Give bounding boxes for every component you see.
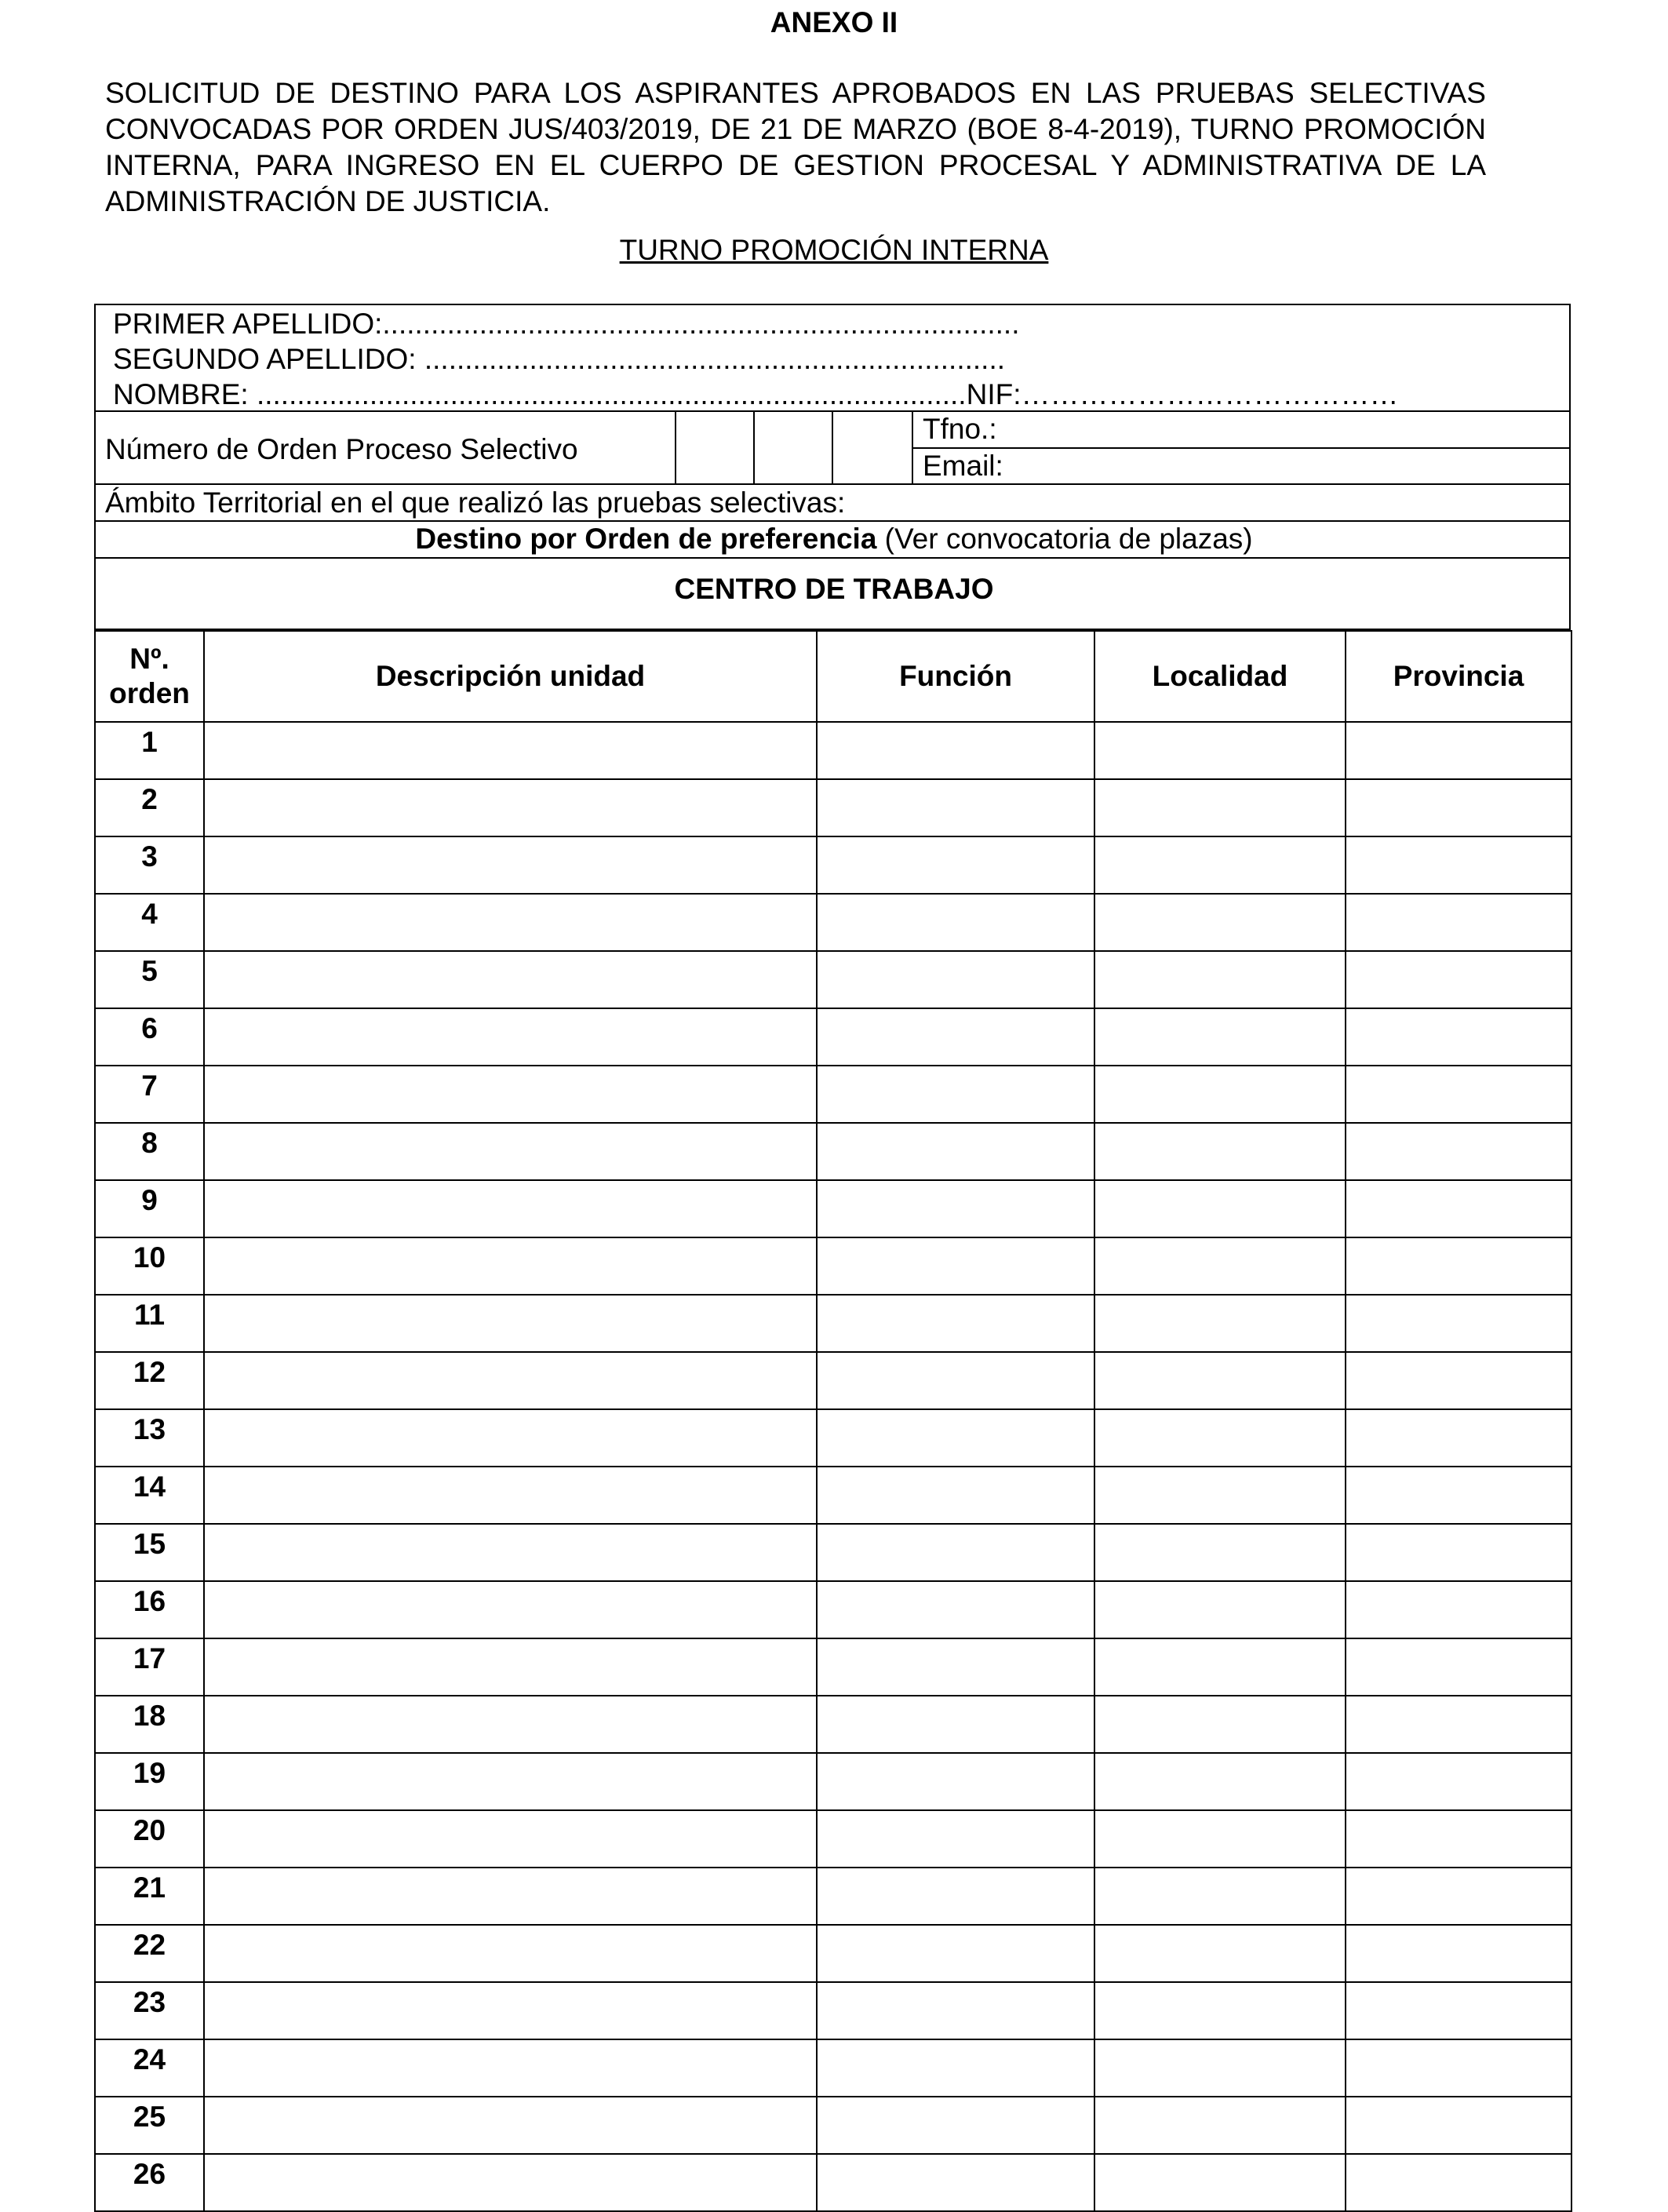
row-number: 24 [95,2039,204,2097]
descripcion-cell[interactable] [204,1696,817,1753]
descripcion-cell[interactable] [204,2154,817,2211]
provincia-cell[interactable] [1346,951,1571,1008]
provincia-cell[interactable] [1346,1810,1571,1868]
localidad-cell[interactable] [1094,1581,1346,1638]
descripcion-cell[interactable] [204,1123,817,1180]
descripcion-cell[interactable] [204,1638,817,1696]
table-row [95,836,1571,894]
table-row [95,1524,1571,1581]
primer-apellido-label: PRIMER APELLIDO: [113,308,383,340]
provincia-cell[interactable] [1346,2039,1571,2097]
provincia-cell[interactable] [1346,836,1571,894]
funcion-cell[interactable] [817,1638,1094,1696]
provincia-cell[interactable] [1346,1868,1571,1925]
provincia-cell[interactable] [1346,1581,1571,1638]
provincia-cell[interactable] [1346,1237,1571,1295]
descripcion-cell[interactable] [204,1237,817,1295]
row-number: 3 [95,836,204,894]
funcion-cell[interactable] [817,1925,1094,1982]
provincia-cell[interactable] [1346,1638,1571,1696]
nif-dots: ………………………………… [1021,378,1399,410]
funcion-cell[interactable] [817,1352,1094,1409]
descripcion-cell[interactable] [204,1524,817,1581]
descripcion-cell[interactable] [204,1982,817,2039]
table-row [95,1638,1571,1696]
localidad-cell[interactable] [1094,1123,1346,1180]
segundo-apellido-field[interactable] [113,343,1005,376]
funcion-cell[interactable] [817,1982,1094,2039]
localidad-cell[interactable] [1094,1467,1346,1524]
row-number: 8 [95,1123,204,1180]
descripcion-cell[interactable] [204,1581,817,1638]
descripcion-cell[interactable] [204,1180,817,1237]
divider-line [94,483,1571,485]
divider-line [94,557,1571,559]
provincia-cell[interactable] [1346,722,1571,779]
primer-apellido-dots: ............................................................................... [382,308,1020,340]
localidad-cell[interactable] [1094,1524,1346,1581]
nombre-label: NOMBRE: [113,378,257,410]
row-number: 23 [95,1982,204,2039]
provincia-cell[interactable] [1346,1524,1571,1581]
primer-apellido-field[interactable] [113,308,1020,341]
provincia-cell[interactable] [1346,2154,1571,2211]
descripcion-cell[interactable] [204,836,817,894]
funcion-cell[interactable] [817,1066,1094,1123]
destino-note: (Ver convocatoria de plazas) [876,523,1253,555]
header-num-line2: orden [109,677,190,709]
table-row [95,894,1571,951]
localidad-cell[interactable] [1094,1696,1346,1753]
descripcion-cell[interactable] [204,1409,817,1467]
row-number: 18 [95,1696,204,1753]
localidad-cell[interactable] [1094,2039,1346,2097]
table-row [95,2097,1571,2154]
nombre-field[interactable] [113,378,1398,411]
nif-label: NIF: [966,378,1022,410]
destino-heading [0,523,1668,556]
localidad-cell[interactable] [1094,1638,1346,1696]
descripcion-cell[interactable] [204,722,817,779]
descripcion-cell[interactable] [204,894,817,951]
descripcion-cell[interactable] [204,1925,817,1982]
provincia-cell[interactable] [1346,1066,1571,1123]
row-number: 19 [95,1753,204,1810]
descripcion-cell[interactable] [204,1753,817,1810]
row-number: 16 [95,1581,204,1638]
intro-paragraph: SOLICITUD DE DESTINO PARA LOS ASPIRANTES APROBADOS EN LAS PRUEBAS SELECTIVAS CONVOCADAS POR ORDEN JUS/403/2019, DE 21 DE MARZO (BOE 8-4-2019), TURNO PROMOCIÓN INTERNA, PARA INGRESO EN EL CUERPO DE GESTION PROCESAL Y ADMINISTRATIVA DE LA ADMINISTRACIÓN DE JUSTICIA. [105,77,1486,217]
funcion-cell[interactable] [817,1180,1094,1237]
divider-line [913,447,1571,449]
segundo-apellido-label: SEGUNDO APELLIDO: [113,343,424,375]
descripcion-cell[interactable] [204,1868,817,1925]
table-row [95,1467,1571,1524]
header-funcion: Función [817,631,1094,722]
provincia-cell[interactable] [1346,1753,1571,1810]
descripcion-cell[interactable] [204,1467,817,1524]
table-row [95,722,1571,779]
row-number: 26 [95,2154,204,2211]
localidad-cell[interactable] [1094,836,1346,894]
localidad-cell[interactable] [1094,1810,1346,1868]
funcion-cell[interactable] [817,1467,1094,1524]
ambito-field[interactable]: Ámbito Territorial en el que realizó las pruebas selectivas: [105,486,846,519]
descripcion-cell[interactable] [204,1810,817,1868]
funcion-cell[interactable] [817,1581,1094,1638]
row-number: 4 [95,894,204,951]
table-row [95,1982,1571,2039]
table-row [95,1753,1571,1810]
numero-orden-box-3[interactable] [833,410,913,483]
row-number: 14 [95,1467,204,1524]
destino-bold-label: Destino por Orden de preferencia [415,523,877,555]
numero-orden-box-2[interactable] [755,410,833,483]
provincia-cell[interactable] [1346,894,1571,951]
row-number: 25 [95,2097,204,2154]
table-row [95,1008,1571,1066]
destinos-table [94,630,1572,2212]
table-row [95,1352,1571,1409]
numero-orden-label: Número de Orden Proceso Selectivo [105,433,578,465]
row-number: 5 [95,951,204,1008]
header-num-line1: Nº. [129,643,169,675]
funcion-cell[interactable] [817,1123,1094,1180]
funcion-cell[interactable] [817,1237,1094,1295]
centro-trabajo-heading: CENTRO DE TRABAJO [674,573,994,605]
row-number: 15 [95,1524,204,1581]
localidad-cell[interactable] [1094,2154,1346,2211]
row-number: 13 [95,1409,204,1467]
localidad-cell[interactable] [1094,1982,1346,2039]
localidad-cell[interactable] [1094,779,1346,836]
provincia-cell[interactable] [1346,1467,1571,1524]
descripcion-cell[interactable] [204,779,817,836]
funcion-cell[interactable] [817,1753,1094,1810]
localidad-cell[interactable] [1094,1295,1346,1352]
descripcion-cell[interactable] [204,1066,817,1123]
descripcion-cell[interactable] [204,1295,817,1352]
localidad-cell[interactable] [1094,1868,1346,1925]
funcion-cell[interactable] [817,779,1094,836]
table-row [95,1237,1571,1295]
row-number: 20 [95,1810,204,1868]
funcion-cell[interactable] [817,2097,1094,2154]
funcion-cell[interactable] [817,722,1094,779]
email-field[interactable]: Email: [923,450,1003,482]
numero-orden-box-1[interactable] [675,410,755,483]
funcion-cell[interactable] [817,1524,1094,1581]
localidad-cell[interactable] [1094,1008,1346,1066]
provincia-cell[interactable] [1346,1409,1571,1467]
provincia-cell[interactable] [1346,1982,1571,2039]
provincia-cell[interactable] [1346,1180,1571,1237]
row-number: 17 [95,1638,204,1696]
table-row [95,1810,1571,1868]
segundo-apellido-dots: ........................................................................ [424,343,1006,375]
turno-heading: TURNO PROMOCIÓN INTERNA [619,234,1049,266]
localidad-cell[interactable] [1094,722,1346,779]
localidad-cell[interactable] [1094,2097,1346,2154]
funcion-cell[interactable] [817,2039,1094,2097]
funcion-cell[interactable] [817,1810,1094,1868]
row-number: 12 [95,1352,204,1409]
descripcion-cell[interactable] [204,2039,817,2097]
table-row [95,951,1571,1008]
row-number: 21 [95,1868,204,1925]
row-number: 1 [95,722,204,779]
provincia-cell[interactable] [1346,1295,1571,1352]
table-row [95,1696,1571,1753]
descripcion-cell[interactable] [204,1008,817,1066]
table-row [95,1123,1571,1180]
funcion-cell[interactable] [817,894,1094,951]
row-number: 11 [95,1295,204,1352]
localidad-cell[interactable] [1094,951,1346,1008]
funcion-cell[interactable] [817,1409,1094,1467]
header-descripcion: Descripción unidad [204,631,817,722]
row-number: 7 [95,1066,204,1123]
descripcion-cell[interactable] [204,951,817,1008]
localidad-cell[interactable] [1094,1180,1346,1237]
header-num-orden [95,631,204,722]
row-number: 22 [95,1925,204,1982]
table-header-row [95,631,1571,722]
divider-line [94,520,1571,522]
localidad-cell[interactable] [1094,1753,1346,1810]
table-row [95,1409,1571,1467]
row-number: 6 [95,1008,204,1066]
funcion-cell[interactable] [817,1696,1094,1753]
document-title: ANEXO II [770,6,898,38]
localidad-cell[interactable] [1094,894,1346,951]
localidad-cell[interactable] [1094,1352,1346,1409]
descripcion-cell[interactable] [204,1352,817,1409]
table-row [95,779,1571,836]
header-localidad: Localidad [1094,631,1346,722]
funcion-cell[interactable] [817,951,1094,1008]
localidad-cell[interactable] [1094,1409,1346,1467]
funcion-cell[interactable] [817,836,1094,894]
provincia-cell[interactable] [1346,1008,1571,1066]
funcion-cell[interactable] [817,1008,1094,1066]
row-number: 2 [95,779,204,836]
header-provincia: Provincia [1346,631,1571,722]
funcion-cell[interactable] [817,1868,1094,1925]
provincia-cell[interactable] [1346,1696,1571,1753]
row-number: 9 [95,1180,204,1237]
funcion-cell[interactable] [817,1295,1094,1352]
provincia-cell[interactable] [1346,2097,1571,2154]
provincia-cell[interactable] [1346,1925,1571,1982]
row-number: 10 [95,1237,204,1295]
table-row [95,1581,1571,1638]
funcion-cell[interactable] [817,2154,1094,2211]
table-row [95,2154,1571,2211]
table-row [95,1925,1571,1982]
provincia-cell[interactable] [1346,779,1571,836]
tfno-field[interactable]: Tfno.: [923,413,997,445]
table-row [95,1868,1571,1925]
table-row [95,1295,1571,1352]
descripcion-cell[interactable] [204,2097,817,2154]
table-row [95,1066,1571,1123]
table-row [95,2039,1571,2097]
table-row [95,1180,1571,1237]
provincia-cell[interactable] [1346,1352,1571,1409]
provincia-cell[interactable] [1346,1123,1571,1180]
localidad-cell[interactable] [1094,1066,1346,1123]
localidad-cell[interactable] [1094,1925,1346,1982]
localidad-cell[interactable] [1094,1237,1346,1295]
nombre-dots: ........................................................................................ [256,378,967,410]
